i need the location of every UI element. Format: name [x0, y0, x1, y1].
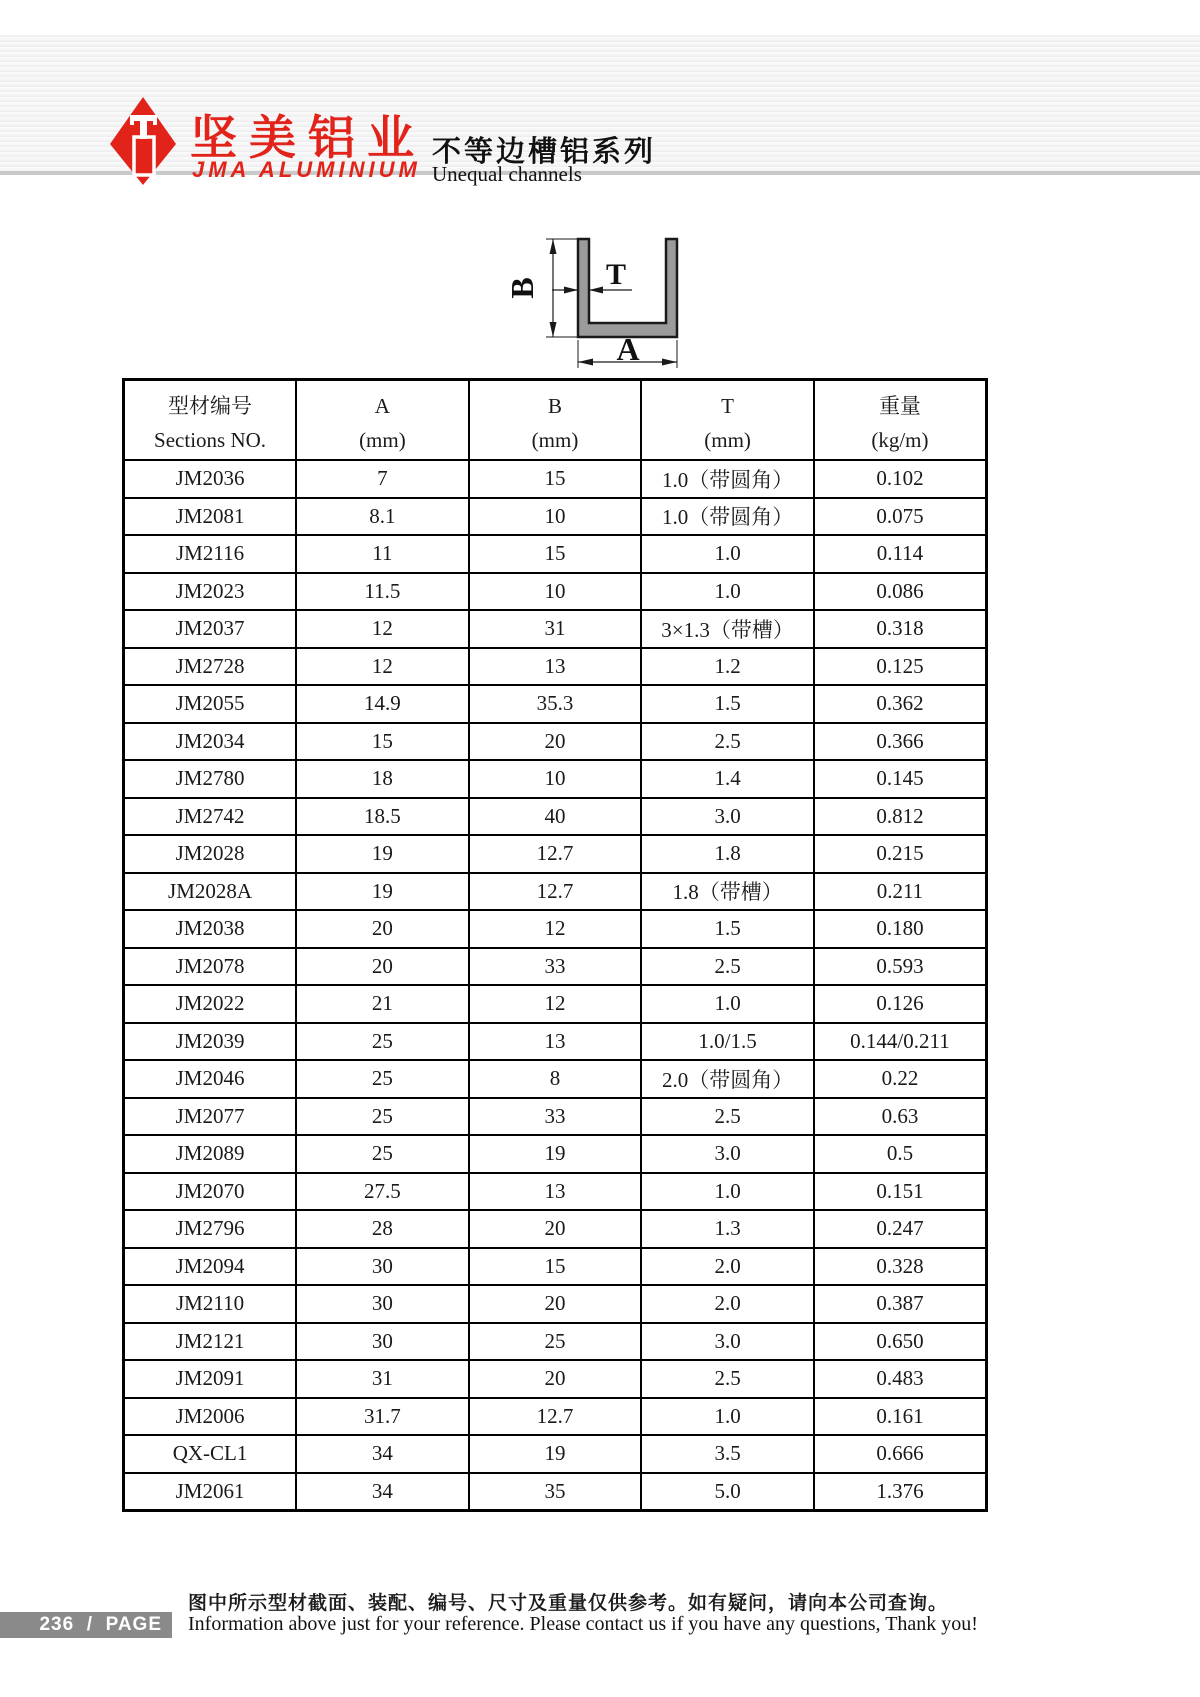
table-row: [124, 498, 987, 536]
column-header: [469, 380, 642, 461]
table-cell: 1.5: [641, 910, 814, 948]
table-row: [124, 1435, 987, 1473]
table-cell: 0.161: [814, 1398, 987, 1436]
table-cell: 8.1: [296, 498, 469, 536]
table-cell: 0.215: [814, 835, 987, 873]
table-cell: 1.5: [641, 685, 814, 723]
table-cell: 20: [296, 948, 469, 986]
page-separator: /: [86, 1614, 93, 1635]
table-cell: JM2061: [124, 1473, 297, 1511]
table-row: [124, 1060, 987, 1098]
header-band: [0, 35, 1200, 186]
table-cell: 0.812: [814, 798, 987, 836]
table-row: [124, 1023, 987, 1061]
table-cell: 0.366: [814, 723, 987, 761]
table-cell: 10: [469, 573, 642, 611]
table-cell: 33: [469, 948, 642, 986]
series-title-cn: 不等边槽铝系列: [432, 136, 657, 168]
table-cell: 18: [296, 760, 469, 798]
table-cell: JM2037: [124, 610, 297, 648]
table-cell: JM2034: [124, 723, 297, 761]
page-label: PAGE: [105, 1614, 162, 1635]
table-cell: 3.0: [641, 1135, 814, 1173]
u-channel-profile: [578, 239, 677, 337]
table-cell: 20: [469, 1360, 642, 1398]
table-cell: JM2728: [124, 648, 297, 686]
column-header-line1: 型材编号: [168, 394, 253, 418]
table-cell: JM2023: [124, 573, 297, 611]
page-number-badge: [0, 1612, 172, 1638]
table-cell: 25: [296, 1023, 469, 1061]
column-header-line2: (kg/m): [871, 428, 929, 452]
table-cell: JM2006: [124, 1398, 297, 1436]
logo-diamond-icon: [104, 93, 184, 185]
table-cell: 0.126: [814, 985, 987, 1023]
table-cell: 25: [469, 1323, 642, 1361]
column-header-line2: (mm): [704, 428, 751, 452]
table-cell: 1.8（带槽）: [641, 873, 814, 911]
table-cell: JM2055: [124, 685, 297, 723]
spec-table: [122, 378, 988, 1512]
dim-label-a: A: [616, 331, 640, 367]
table-row: [124, 648, 987, 686]
column-header: [296, 380, 469, 461]
table-cell: 12.7: [469, 873, 642, 911]
table-cell: 18.5: [296, 798, 469, 836]
table-cell: JM2110: [124, 1285, 297, 1323]
table-cell: 0.125: [814, 648, 987, 686]
table-cell: JM2038: [124, 910, 297, 948]
table-cell: JM2796: [124, 1210, 297, 1248]
table-cell: 31: [469, 610, 642, 648]
table-cell: 12: [469, 985, 642, 1023]
table-cell: 2.5: [641, 1360, 814, 1398]
brand-name-en: JMA ALUMINIUM: [192, 157, 421, 182]
table-row: [124, 985, 987, 1023]
table-cell: 2.5: [641, 948, 814, 986]
table-cell: 0.387: [814, 1285, 987, 1323]
table-row: [124, 1398, 987, 1436]
table-cell: 15: [469, 1248, 642, 1286]
table-row: [124, 760, 987, 798]
table-cell: 28: [296, 1210, 469, 1248]
table-cell: 2.5: [641, 1098, 814, 1136]
table-cell: 35: [469, 1473, 642, 1511]
column-header-line2: (mm): [531, 428, 579, 452]
table-cell: 31: [296, 1360, 469, 1398]
table-cell: JM2780: [124, 760, 297, 798]
table-cell: JM2116: [124, 535, 297, 573]
table-cell: 12.7: [469, 835, 642, 873]
table-cell: JM2028A: [124, 873, 297, 911]
table-cell: 11.5: [296, 573, 469, 611]
table-cell: 13: [469, 1023, 642, 1061]
table-cell: 21: [296, 985, 469, 1023]
table-cell: 12: [296, 610, 469, 648]
header-row: [124, 380, 987, 461]
table-cell: JM2089: [124, 1135, 297, 1173]
table-cell: 0.151: [814, 1173, 987, 1211]
table-row: [124, 1135, 987, 1173]
table-cell: 31.7: [296, 1398, 469, 1436]
column-header-line2: Sections NO.: [154, 428, 267, 452]
table-row: [124, 1473, 987, 1511]
table-cell: 1.0（带圆角）: [641, 498, 814, 536]
table-cell: 1.376: [814, 1473, 987, 1511]
table-cell: 20: [296, 910, 469, 948]
column-header: [814, 380, 987, 461]
table-cell: 0.5: [814, 1135, 987, 1173]
column-header-line2: (mm): [359, 428, 406, 452]
table-cell: 2.5: [641, 723, 814, 761]
table-cell: JM2028: [124, 835, 297, 873]
column-header-line1: B: [547, 394, 562, 418]
dim-label-b: B: [504, 277, 540, 299]
table-cell: 2.0: [641, 1248, 814, 1286]
table-cell: 1.0（带圆角）: [641, 460, 814, 498]
table-row: [124, 948, 987, 986]
column-header: [124, 380, 297, 461]
table-cell: 0.483: [814, 1360, 987, 1398]
table-row: [124, 835, 987, 873]
jma-logo-icon: [104, 93, 184, 185]
spec-table-head: [124, 380, 987, 461]
table-cell: 14.9: [296, 685, 469, 723]
table-cell: JM2081: [124, 498, 297, 536]
channel-section-diagram: [480, 200, 780, 380]
table-cell: 12: [469, 910, 642, 948]
table-cell: QX-CL1: [124, 1435, 297, 1473]
table-row: [124, 1285, 987, 1323]
table-cell: 30: [296, 1323, 469, 1361]
table-cell: 0.318: [814, 610, 987, 648]
table-cell: 19: [296, 873, 469, 911]
table-cell: 15: [469, 460, 642, 498]
table-cell: 25: [296, 1098, 469, 1136]
table-cell: 13: [469, 1173, 642, 1211]
table-cell: 12.7: [469, 1398, 642, 1436]
table-row: [124, 798, 987, 836]
table-cell: 10: [469, 760, 642, 798]
table-cell: JM2022: [124, 985, 297, 1023]
table-cell: 3.5: [641, 1435, 814, 1473]
table-cell: 19: [296, 835, 469, 873]
table-cell: 7: [296, 460, 469, 498]
table-cell: 20: [469, 1210, 642, 1248]
column-header-line1: 重量: [878, 394, 921, 418]
column-header-line1: T: [721, 394, 734, 418]
table-cell: 1.0: [641, 535, 814, 573]
table-cell: 34: [296, 1435, 469, 1473]
table-cell: 27.5: [296, 1173, 469, 1211]
table-row: [124, 1210, 987, 1248]
table-cell: 13: [469, 648, 642, 686]
table-cell: 0.145: [814, 760, 987, 798]
table-cell: 1.0/1.5: [641, 1023, 814, 1061]
table-cell: 0.102: [814, 460, 987, 498]
column-header: [641, 380, 814, 461]
table-cell: 0.63: [814, 1098, 987, 1136]
table-cell: 33: [469, 1098, 642, 1136]
table-cell: 20: [469, 1285, 642, 1323]
table-cell: 15: [296, 723, 469, 761]
table-cell: 3×1.3（带槽）: [641, 610, 814, 648]
table-row: [124, 723, 987, 761]
table-row: [124, 910, 987, 948]
table-cell: 0.114: [814, 535, 987, 573]
table-row: [124, 1360, 987, 1398]
table-cell: 25: [296, 1135, 469, 1173]
table-cell: 8: [469, 1060, 642, 1098]
table-cell: JM2121: [124, 1323, 297, 1361]
table-cell: 0.666: [814, 1435, 987, 1473]
table-cell: 3.0: [641, 798, 814, 836]
table-row: [124, 610, 987, 648]
table-cell: 0.075: [814, 498, 987, 536]
table-cell: 0.593: [814, 948, 987, 986]
table-cell: 0.247: [814, 1210, 987, 1248]
table-cell: 19: [469, 1435, 642, 1473]
table-cell: 25: [296, 1060, 469, 1098]
table-cell: 34: [296, 1473, 469, 1511]
footer-note-cn: 图中所示型材截面、装配、编号、尺寸及重量仅供参考。如有疑问，请向本公司查询。: [188, 1593, 949, 1614]
table-cell: 1.0: [641, 573, 814, 611]
page-number: 236: [39, 1614, 75, 1635]
table-cell: 0.144/0.211: [814, 1023, 987, 1061]
table-cell: 15: [469, 535, 642, 573]
table-cell: 0.180: [814, 910, 987, 948]
table-cell: 12: [296, 648, 469, 686]
table-row: [124, 1173, 987, 1211]
table-cell: 0.650: [814, 1323, 987, 1361]
table-row: [124, 573, 987, 611]
series-title-en: Unequal channels: [432, 162, 582, 186]
table-row: [124, 1323, 987, 1361]
table-cell: JM2039: [124, 1023, 297, 1061]
table-cell: JM2742: [124, 798, 297, 836]
table-cell: 1.0: [641, 985, 814, 1023]
table-cell: 5.0: [641, 1473, 814, 1511]
table-cell: JM2078: [124, 948, 297, 986]
spec-table-wrap: [122, 378, 988, 1512]
table-cell: 2.0（带圆角）: [641, 1060, 814, 1098]
table-row: [124, 535, 987, 573]
table-row: [124, 460, 987, 498]
table-row: [124, 1098, 987, 1136]
footer-note-en: Information above just for your reference. Please contact us if you have any questions, Thank you!: [188, 1613, 978, 1635]
table-cell: 1.4: [641, 760, 814, 798]
table-cell: 0.086: [814, 573, 987, 611]
table-cell: 20: [469, 723, 642, 761]
table-row: [124, 685, 987, 723]
table-cell: 0.328: [814, 1248, 987, 1286]
table-cell: 1.0: [641, 1173, 814, 1211]
table-cell: JM2077: [124, 1098, 297, 1136]
table-cell: 1.2: [641, 648, 814, 686]
table-cell: JM2036: [124, 460, 297, 498]
table-cell: 40: [469, 798, 642, 836]
table-cell: 10: [469, 498, 642, 536]
spec-table-body: [124, 460, 987, 1511]
dim-label-t: T: [605, 258, 627, 291]
table-cell: 30: [296, 1248, 469, 1286]
table-cell: 2.0: [641, 1285, 814, 1323]
brand-name-cn: 坚美铝业: [190, 111, 426, 164]
table-cell: JM2070: [124, 1173, 297, 1211]
table-cell: 19: [469, 1135, 642, 1173]
table-cell: 0.362: [814, 685, 987, 723]
table-cell: 1.8: [641, 835, 814, 873]
table-cell: 30: [296, 1285, 469, 1323]
table-cell: 0.22: [814, 1060, 987, 1098]
table-row: [124, 873, 987, 911]
table-cell: 1.0: [641, 1398, 814, 1436]
table-row: [124, 1248, 987, 1286]
table-cell: 35.3: [469, 685, 642, 723]
column-header-line1: A: [374, 394, 390, 418]
table-cell: JM2094: [124, 1248, 297, 1286]
table-cell: 11: [296, 535, 469, 573]
table-cell: JM2091: [124, 1360, 297, 1398]
table-cell: JM2046: [124, 1060, 297, 1098]
table-cell: 0.211: [814, 873, 987, 911]
table-cell: 1.3: [641, 1210, 814, 1248]
table-cell: 3.0: [641, 1323, 814, 1361]
